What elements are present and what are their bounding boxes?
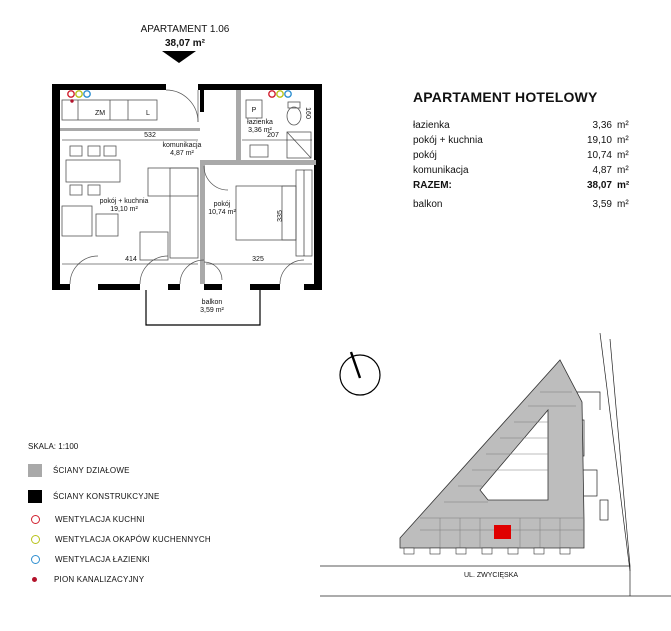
dim-160: 160 [304,107,311,119]
legend-label: WENTYLACJA ŁAZIENKI [55,554,150,564]
row-value: 3,36 [592,120,612,131]
total-name: RAZEM: [413,180,452,191]
row-value: 19,10 [586,135,612,146]
room-hall-name: komunikacja [162,142,202,149]
dim-207: 207 [267,132,279,139]
summary-title: APARTAMENT HOTELOWY [413,89,598,105]
fixture-p: P [251,107,257,114]
apartment-location-marker [494,525,511,539]
balcony-name: balkon [201,299,223,306]
fixture-l: L [146,110,150,117]
fixture-zm: ZM [94,110,106,117]
dim-335: 335 [277,210,284,222]
row-unit: m² [617,120,629,131]
row-unit: m² [617,165,629,176]
legend-label: ŚCIANY KONSTRUKCYJNE [53,491,160,501]
room-living-area: 19,10 m² [110,206,138,213]
apartment-title: APARTAMENT 1.06 [140,24,230,35]
row-value: 4,87 [592,165,612,176]
dim-532: 532 [144,132,156,139]
legend-label: WENTYLACJA KUCHNI [55,514,145,524]
row-unit: m² [617,135,629,146]
room-hall-area: 4,87 m² [170,150,194,157]
row-name: komunikacja [413,165,469,176]
row-name: pokój [413,150,437,161]
row-name: pokój + kuchnia [413,135,483,146]
room-living-name: pokój + kuchnia [99,198,149,205]
room-room-area: 10,74 m² [208,209,236,216]
balcony-area: 3,59 m² [200,307,224,314]
room-bath-name: łazienka [247,119,273,126]
dim-325: 325 [252,256,264,263]
balcony-row-name: balkon [413,199,443,210]
scale-label: SKALA: 1:100 [28,442,79,451]
legend-label: ŚCIANY DZIAŁOWE [53,465,130,475]
balcony-row-unit: m² [617,199,629,210]
total-value: 38,07 [586,180,612,191]
dim-414: 414 [125,256,137,263]
room-bath-area: 3,36 m² [248,127,272,134]
row-unit: m² [617,150,629,161]
legend-label: WENTYLACJA OKAPÓW KUCHENNYCH [55,534,211,544]
apartment-area: 38,07 m² [164,38,206,49]
row-value: 10,74 [586,150,612,161]
north-arrow-icon [340,352,380,395]
row-name: łazienka [413,120,450,131]
total-unit: m² [617,180,630,191]
balcony-row-value: 3,59 [592,199,612,210]
street-label: UL. ZWYCIĘSKA [464,572,519,579]
legend-label: PION KANALIZACYJNY [54,574,145,584]
room-room-name: pokój [213,201,231,208]
building-footprint [400,360,584,548]
